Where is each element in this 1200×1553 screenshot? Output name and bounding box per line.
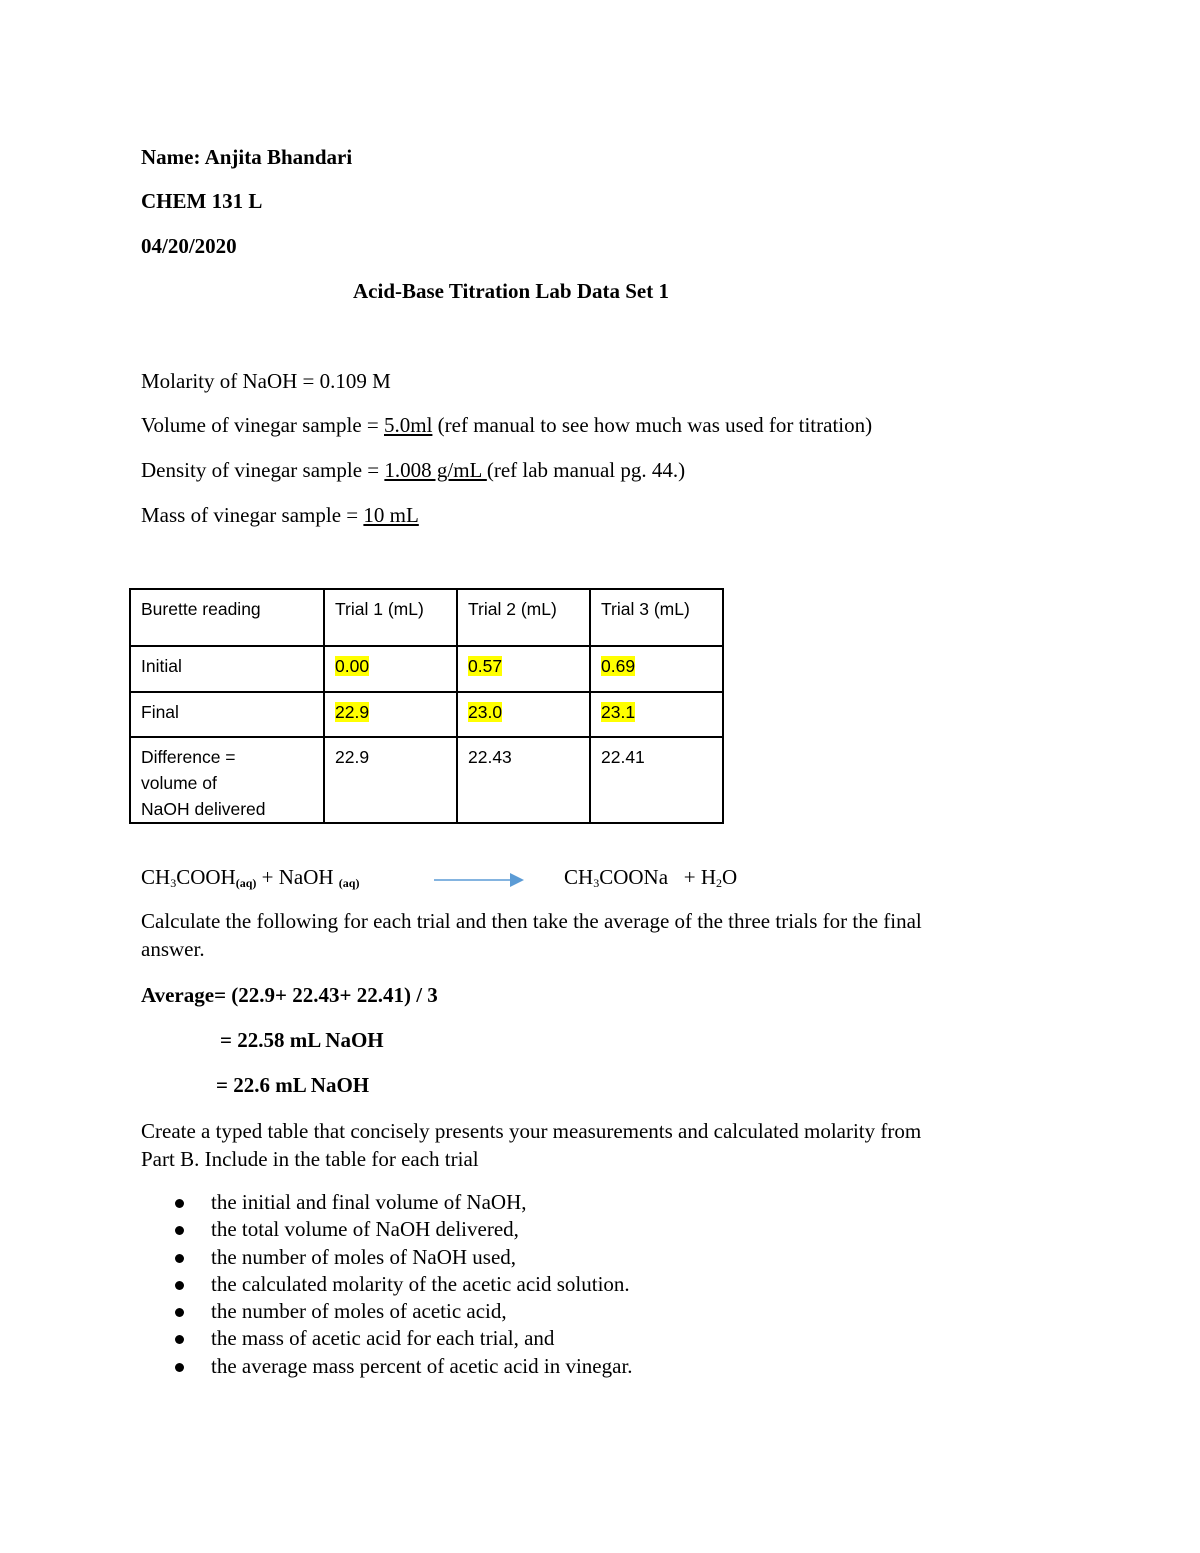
reaction-reactants [141,865,359,890]
page-title: Acid-Base Titration Lab Data Set 1 [353,279,669,303]
create-table-line: Part B. Include in the table for each trial [141,1147,479,1171]
average-result: = 22.58 mL NaOH [220,1028,384,1052]
product-1: CH [564,865,594,889]
list-item: the total volume of NaOH delivered, [170,1216,633,1243]
table-cell [457,692,590,737]
list-item: the initial and final volume of NaOH, [170,1189,633,1216]
row-label-line: Difference = [141,747,236,767]
student-name: Name: Anjita Bhandari [141,145,353,169]
product-1-rest: COONa [599,865,669,889]
table-row [130,646,723,692]
reactant-2: + NaOH [256,865,339,889]
row-label-line: volume of [141,773,217,793]
initial-trial-1: 0.00 [335,656,370,676]
subscript: 2 [716,876,723,890]
final-trial-1: 22.9 [335,702,370,722]
product-2-rest: O [722,865,738,889]
reaction-products [564,865,737,890]
difference-trial-1: 22.9 [324,737,457,823]
reactant-1: CH [141,865,171,889]
table-row [130,737,723,823]
volume-value: 5.0ml [384,413,433,437]
molarity-line: Molarity of NaOH = 0.109 M [141,369,391,393]
table-cell [324,646,457,692]
volume-note: (ref manual to see how much was used for titration) [432,413,873,437]
final-trial-3: 23.1 [601,702,636,722]
difference-trial-2: 22.43 [457,737,590,823]
table-row [130,692,723,737]
table-cell [590,692,723,737]
table-header-cell: Burette reading [130,589,324,646]
list-item: the average mass percent of acetic acid in vinegar. [170,1353,633,1380]
reactant-1-rest: COOH [176,865,236,889]
state-label: (aq) [338,876,360,890]
list-item: the calculated molarity of the acetic acid solution. [170,1271,633,1298]
mass-label: Mass of vinegar sample = [141,503,364,527]
average-formula: Average= (22.9+ 22.43+ 22.41) / 3 [141,983,438,1007]
final-trial-2: 23.0 [468,702,503,722]
density-label: Density of vinegar sample = [141,458,385,482]
row-label: Final [130,692,324,737]
product-2: + H [683,865,717,889]
subscript: 3 [593,876,600,890]
row-label-line: NaOH delivered [141,799,266,819]
table-header-cell: Trial 3 (mL) [590,589,723,646]
table-header-cell: Trial 1 (mL) [324,589,457,646]
mass-line [141,503,419,528]
row-label: Initial [130,646,324,692]
row-label [130,737,324,823]
average-rounded: = 22.6 mL NaOH [216,1073,370,1097]
subscript: 3 [170,876,177,890]
reaction-arrow-icon [432,870,526,890]
create-table-line: Create a typed table that concisely presents your measurements and calculated molarity from [141,1119,922,1143]
instruction-line: answer. [141,937,205,961]
report-date: 04/20/2020 [141,234,237,258]
initial-trial-3: 0.69 [601,656,636,676]
density-line [141,458,685,483]
difference-trial-3: 22.41 [590,737,723,823]
table-cell [457,646,590,692]
requirements-list [170,1189,633,1380]
initial-trial-2: 0.57 [468,656,503,676]
course-code: CHEM 131 L [141,189,263,213]
list-item: the number of moles of acetic acid, [170,1298,633,1325]
density-note: (ref lab manual pg. 44.) [486,458,686,482]
volume-line [141,413,872,438]
burette-table [129,588,724,824]
table-cell [324,692,457,737]
instruction-line: Calculate the following for each trial and then take the average of the three trials for the final [141,909,922,933]
list-item: the number of moles of NaOH used, [170,1244,633,1271]
state-label: (aq) [235,876,257,890]
density-value: 1.008 g/mL [384,458,487,482]
list-item: the mass of acetic acid for each trial, and [170,1325,633,1352]
table-header-row [130,589,723,646]
table-cell [590,646,723,692]
mass-value: 10 mL [363,503,419,527]
table-header-cell: Trial 2 (mL) [457,589,590,646]
volume-label: Volume of vinegar sample = [141,413,384,437]
